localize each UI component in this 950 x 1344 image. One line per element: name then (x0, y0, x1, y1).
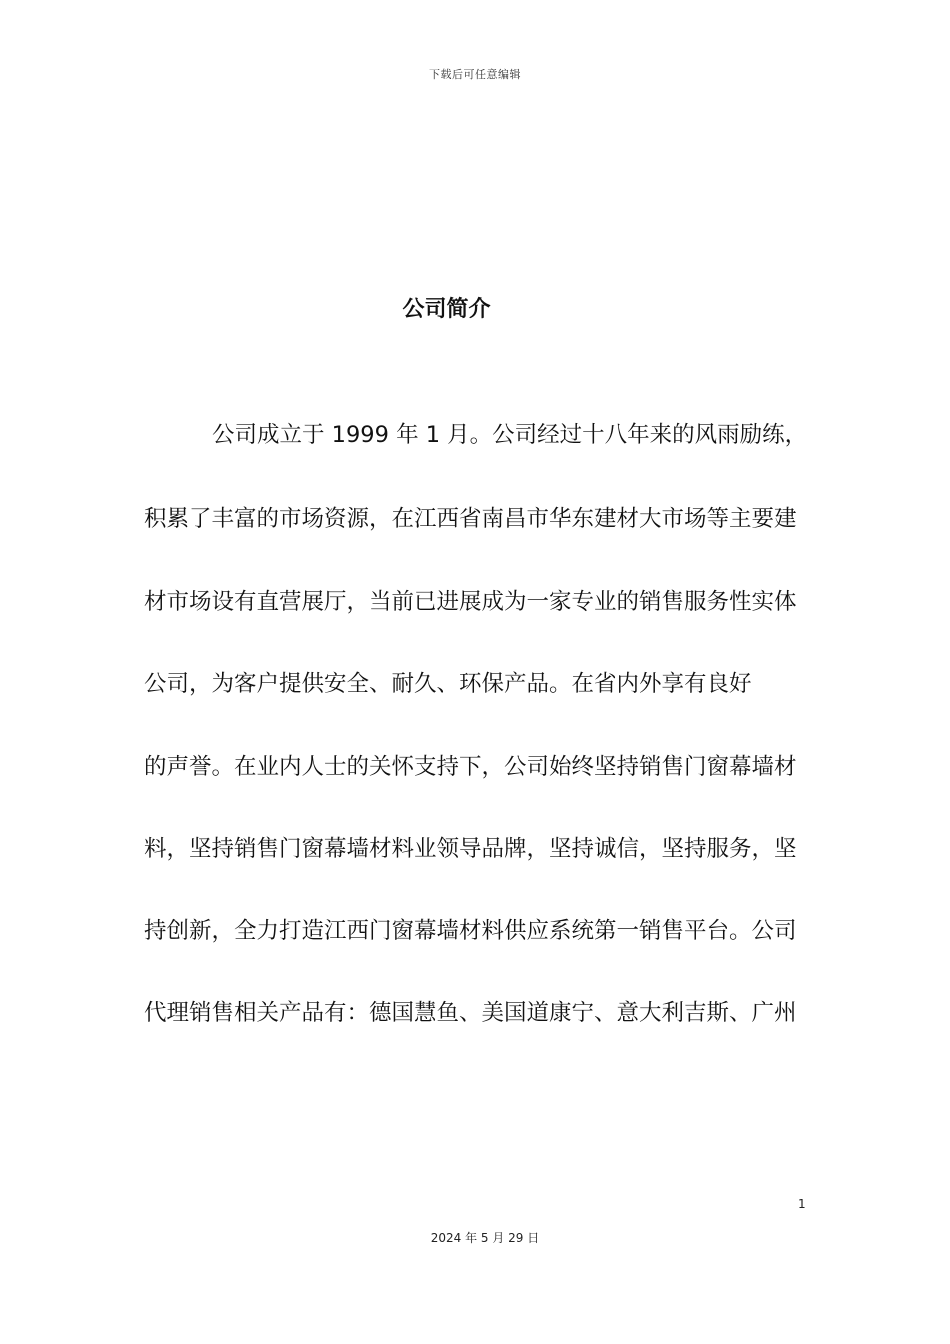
footer-date: 2024 年 5 月 29 日 (430, 1231, 540, 1245)
paragraph-line-3: 材市场设有直营展厅，当前已进展成为一家专业的销售服务性实体 (144, 589, 797, 615)
header-note: 下载后可任意编辑 (429, 68, 521, 81)
page-number: 1 (798, 1197, 806, 1211)
paragraph-line-5: 的声誉。在业内人士的关怀支持下，公司始终坚持销售门窗幕墙材 (144, 754, 797, 780)
paragraph-line-6: 料，坚持销售门窗幕墙材料业领导品牌，坚持诚信，坚持服务，坚 (144, 836, 797, 862)
paragraph-line-1: 公司成立于 1999 年 1 月。公司经过十八年来的风雨励练， (212, 422, 808, 448)
paragraph-line-7: 持创新，全力打造江西门窗幕墙材料供应系统第一销售平台。公司 (144, 918, 797, 944)
document-title: 公司简介 (402, 297, 491, 322)
paragraph-line-2: 积累了丰富的市场资源，在江西省南昌市华东建材大市场等主要建 (144, 506, 797, 532)
paragraph-line-4: 公司，为客户提供安全、耐久、环保产品。在省内外享有良好 (144, 671, 752, 697)
paragraph-line-8: 代理销售相关产品有：德国慧鱼、美国道康宁、意大利吉斯、广州 (144, 1000, 797, 1026)
